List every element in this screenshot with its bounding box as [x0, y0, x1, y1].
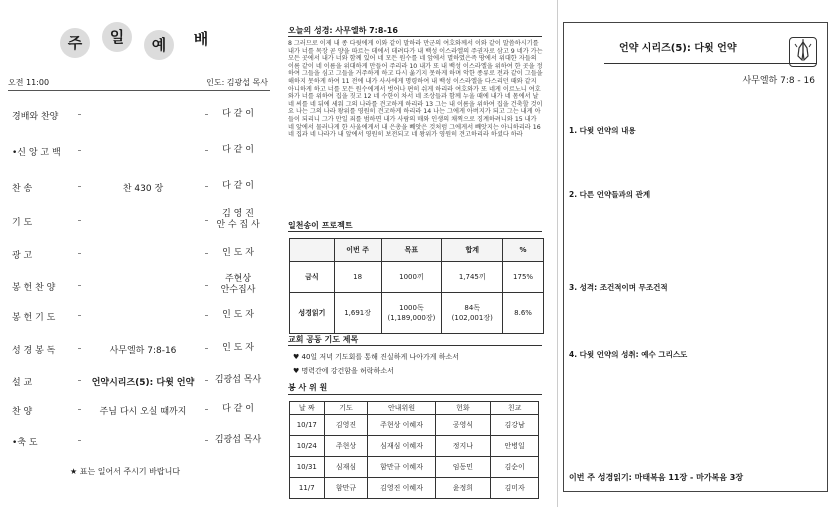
outline-point: 3. 성격: 조건적이며 무조건적 — [569, 283, 668, 292]
order-item-name: •신 앙 고 백 — [12, 148, 61, 158]
order-item-name: 봉 헌 찬 양 — [12, 283, 56, 293]
order-item-content — [139, 145, 147, 155]
service-header-cell: 친교 — [491, 402, 539, 415]
scripture-heading: 오늘의 성경: 사무엘하 7:8-16 — [288, 26, 398, 35]
service-cell: 주현상 — [324, 436, 368, 457]
outline-point: 2. 다른 언약들과의 관계 — [569, 190, 651, 199]
order-item-name: 봉 헌 기 도 — [12, 313, 56, 323]
project-header-cell: 이번 주 — [334, 239, 381, 262]
service-cell: 안병일 — [491, 436, 539, 457]
order-item-content: 주님 다시 오실 때까지 — [96, 407, 191, 417]
order-item-name: 광 고 — [12, 251, 33, 261]
sermon-title: 언약 시리즈(5): 다윗 언약 — [619, 43, 737, 54]
order-item-name: 경배와 찬양 — [12, 112, 59, 122]
order-item-content-wrap — [82, 109, 204, 119]
order-row — [8, 400, 270, 420]
project-cell: 18 — [334, 262, 381, 293]
project-header-cell: % — [503, 239, 544, 262]
order-item-content-wrap — [82, 375, 204, 388]
info-column — [283, 0, 550, 507]
sermon-passage: 사무엘하 7:8 - 16 — [742, 76, 815, 86]
service-cell: 임동민 — [435, 457, 491, 478]
service-cell: 김순이 — [491, 457, 539, 478]
service-header-cell: 안내위원 — [368, 402, 435, 415]
order-item-content — [139, 435, 147, 445]
order-item-content-wrap — [82, 310, 204, 320]
order-item-leader: 김광섭 목사 — [214, 435, 262, 445]
service-cell: 심재심 이혜자 — [368, 436, 435, 457]
order-row — [8, 339, 270, 359]
divider — [8, 90, 270, 91]
title-char: 주 — [60, 28, 90, 58]
divider — [288, 231, 542, 232]
service-cell: 10/31 — [290, 457, 325, 478]
service-cell: 심재심 — [324, 457, 368, 478]
project-cell: 성경읽기 — [290, 293, 335, 334]
project-header-cell: 목표 — [381, 239, 442, 262]
prayer-item: ♥ 명력간에 강건함을 허락하소서 — [293, 367, 394, 375]
order-item-content-wrap — [82, 248, 204, 258]
order-of-worship-column — [0, 0, 276, 507]
project-header-cell — [290, 239, 335, 262]
order-item-leader: 인 도 자 — [222, 343, 254, 353]
service-table — [289, 401, 539, 499]
project-cell: 8.6% — [503, 293, 544, 334]
sermon-notes-column — [563, 22, 828, 492]
project-row — [290, 293, 544, 334]
order-item-name: 찬 송 — [12, 184, 33, 194]
standing-note: ★ 표는 일어서 주시기 바랍니다 — [70, 467, 181, 476]
order-item-leader: 다 같 이 — [222, 404, 254, 414]
weekly-reading: 이번 주 성경읽기: 마태복음 11장 - 마가복음 3장 — [569, 473, 744, 482]
project-cell: 1000끼 — [381, 262, 442, 293]
order-item-content — [139, 248, 147, 258]
order-item-leader: 다 같 이 — [222, 109, 254, 119]
service-cell: 김강남 — [491, 415, 539, 436]
divider — [288, 36, 542, 37]
service-cell: 김영진 이혜자 — [368, 478, 435, 499]
service-cell: 정지나 — [435, 436, 491, 457]
order-row — [8, 431, 270, 451]
service-row — [290, 457, 539, 478]
order-item-content-wrap — [82, 343, 204, 356]
service-row — [290, 415, 539, 436]
prayer-heading: 교회 공동 기도 제목 — [288, 335, 359, 344]
project-cell: 175% — [503, 262, 544, 293]
order-item-leader: 김 영 진 안 수 집 사 — [216, 209, 260, 230]
order-row — [8, 244, 270, 264]
service-cell: 11/7 — [290, 478, 325, 499]
project-heading: 일천송이 프로젝트 — [288, 221, 353, 230]
service-cell: 윤정희 — [435, 478, 491, 499]
order-item-content: 찬 430 장 — [119, 184, 167, 194]
order-item-name: 찬 양 — [12, 407, 33, 417]
project-table — [289, 238, 544, 334]
order-item-content: 언약시리즈(5): 다윗 언약 — [88, 378, 199, 388]
service-cell: 김영진 — [324, 415, 368, 436]
prayer-item: ♥ 40일 저녁 기도회를 통해 진실하게 나아가게 하소서 — [293, 353, 459, 361]
project-cell: 84독 (102,001장) — [442, 293, 503, 334]
service-cell: 10/24 — [290, 436, 325, 457]
project-header-cell: 합계 — [442, 239, 503, 262]
order-row — [8, 141, 270, 161]
order-item-name: 기 도 — [12, 218, 33, 228]
service-heading: 봉 사 위 원 — [288, 383, 328, 392]
order-row — [8, 371, 270, 391]
service-title — [60, 22, 230, 62]
service-leader: 인도: 김광섭 목사 — [206, 78, 268, 87]
order-item-content — [139, 109, 147, 119]
order-item-name: •축 도 — [12, 438, 38, 448]
order-item-leader: 김광섭 목사 — [214, 375, 262, 385]
service-header-cell: 기도 — [324, 402, 368, 415]
order-item-content: 사무엘하 7:8-16 — [106, 346, 181, 356]
project-cell: 1000독 (1,189,000장) — [381, 293, 442, 334]
service-row — [290, 436, 539, 457]
outline-point: 1. 다윗 언약의 내용 — [569, 126, 636, 135]
service-meta — [8, 77, 268, 88]
order-item-content-wrap — [82, 215, 204, 225]
order-row — [8, 276, 270, 296]
order-row — [8, 306, 270, 326]
order-item-content — [139, 280, 147, 290]
divider — [288, 345, 542, 346]
project-cell: 1,745끼 — [442, 262, 503, 293]
service-cell: 함만규 — [324, 478, 368, 499]
order-item-name: 성 경 봉 독 — [12, 346, 56, 356]
order-row — [8, 177, 270, 197]
title-char: 일 — [102, 22, 132, 52]
service-cell: 공영식 — [435, 415, 491, 436]
title-char: 예 — [144, 30, 174, 60]
order-item-content-wrap — [82, 280, 204, 290]
order-item-content — [139, 310, 147, 320]
service-time: 오전 11:00 — [8, 78, 50, 87]
order-item-content-wrap — [82, 145, 204, 155]
column-divider — [557, 0, 558, 507]
divider — [604, 63, 817, 64]
order-item-leader: 다 같 이 — [222, 181, 254, 191]
service-header-cell: 날 짜 — [290, 402, 325, 415]
service-cell: 김미자 — [491, 478, 539, 499]
service-header-cell: 헌화 — [435, 402, 491, 415]
project-cell: 금식 — [290, 262, 335, 293]
order-item-content-wrap — [82, 404, 204, 417]
project-cell: 1,691장 — [334, 293, 381, 334]
order-item-content-wrap — [82, 181, 204, 194]
order-item-name: 설 교 — [12, 378, 33, 388]
order-item-leader: 인 도 자 — [222, 248, 254, 258]
title-char: 배 — [193, 30, 209, 48]
divider — [288, 394, 542, 395]
service-cell: 함만규 이혜자 — [368, 457, 435, 478]
order-row — [8, 105, 270, 125]
service-cell: 10/17 — [290, 415, 325, 436]
service-row — [290, 478, 539, 499]
order-item-leader: 주현상 안수집사 — [220, 274, 256, 295]
order-item-content-wrap — [82, 435, 204, 445]
service-cell: 주현상 이혜자 — [368, 415, 435, 436]
order-item-leader: 인 도 자 — [222, 310, 254, 320]
scripture-text: 8 그러므로 이제 내 종 다윗에게 이와 같이 말하라 만군의 여호와께서 이와 같이 말씀하시기를 내가 너를 목장 곧 양을 따르는 데에서 데려다가 내 백성 이스라엘의 주권자로 삼고 9 네가 가는 모든 곳에서 내가 너와 함께 있어 네 모든 원수를 네 앞에서 멸하였은즉 땅에서 위대한 자들의 이름 같이 네 이름을 위대하게 만들어 주리라 10 내가 또 내 백성 이스라엘을 위하여 한 곳을 정하여 그들을 심고 그들을 거주하게 하고 다시 옮기지 못하게 하며 악한 종류로 전과 같이 그들을 해하지 못하게 하여 11 전에 내가 사사에게 명령하여 내 백성 이스라엘을 다스리던 때와 같지 아니하게 하고 너를 모든 원수에게서 벗어나 편히 쉬게 하리라 여호와가 또 네게 이르노니 여호와가 너를 위하여 집을 짓고 12 네 수한이 차서 네 조상들과 함께 누울 때에 내가 네 몸에서 날 네 씨를 네 뒤에 세워 그의 나라를 견고하게 하리라 13 그는 내 이름을 위하여 집을 건축할 것이요 나는 그의 나라 왕위를 영원히 견고하게 하리라 14 나는 그에게 아버지가 되고 그는 내게 아들이 되리니 그가 만일 죄를 범하면 내가 사람의 매와 인생의 채찍으로 징계하려니와 15 내가 네 앞에서 물러나게 한 사울에게서 내 은총을 빼앗은 것처럼 그에게서 빼앗지는 아니하리라 16 네 집과 네 나라가 내 앞에서 영원히 보전되고 네 왕위가 영원히 견고하리라 하셨다 하라 — [288, 40, 543, 139]
order-row — [8, 211, 270, 231]
order-item-content — [139, 215, 147, 225]
project-row — [290, 262, 544, 293]
order-item-leader: 다 같 이 — [222, 145, 254, 155]
outline-point: 4. 다윗 언약의 성취: 예수 그리스도 — [569, 350, 688, 359]
